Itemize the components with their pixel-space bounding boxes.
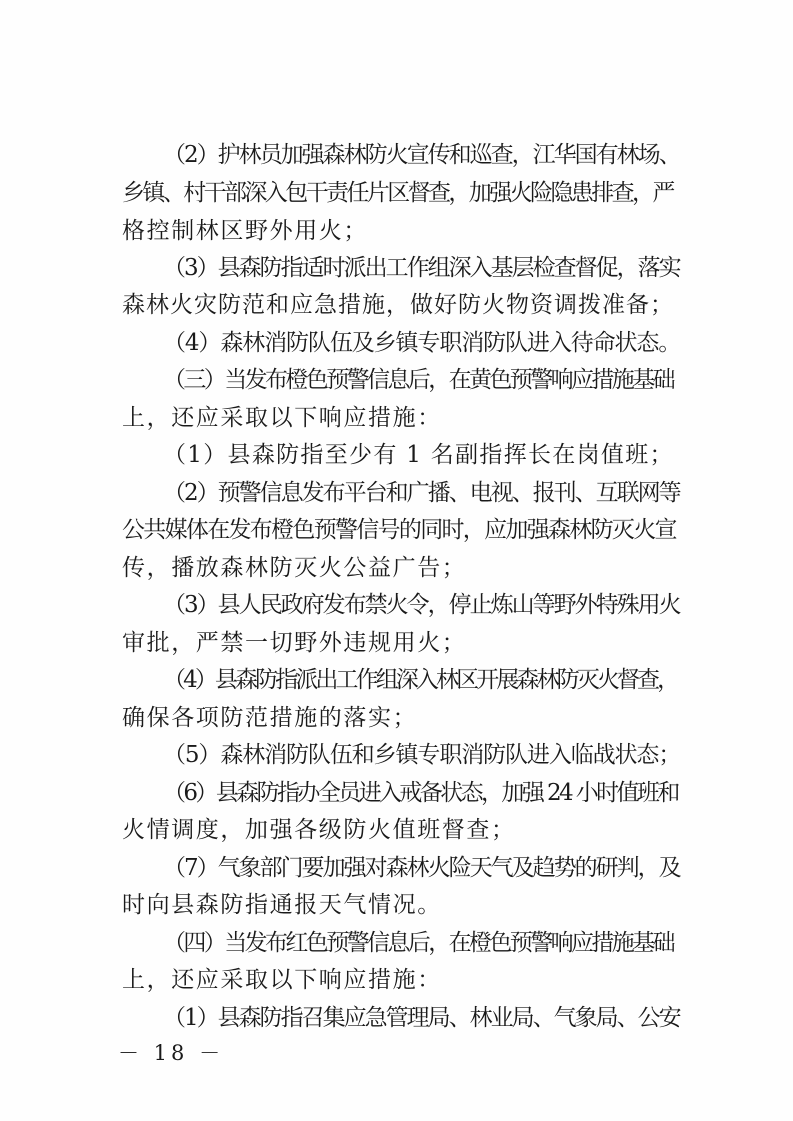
text-line: （6）县森防指办全员进入戒备状态，加强 24 小时值班和	[163, 780, 678, 806]
text-line: （四）当发布红色预警信息后，在橙色预警响应措施基础	[163, 930, 674, 956]
text-line: （2）护林员加强森林防火宣传和巡查，江华国有林场、	[163, 142, 680, 168]
text-line: 乡镇、村干部深入包干责任片区督查，加强火险隐患排查，严	[122, 180, 673, 206]
text-line: 时向县森防指通报天气情况。	[122, 892, 442, 918]
text-line: （3）县森防指适时派出工作组深入基层检查督促，落实	[163, 255, 680, 281]
text-line: 上，还应采取以下响应措施：	[122, 967, 442, 993]
text-line: （1）县森防指至少有 1 名副指挥长在岗值班；	[163, 442, 674, 468]
page-number: － 18 －	[118, 1041, 225, 1065]
text-line: 上，还应采取以下响应措施：	[122, 405, 442, 431]
text-line: 传，播放森林防灭火公益广告；	[122, 555, 467, 581]
text-line: （1）县森防指召集应急管理局、林业局、气象局、公安	[163, 1005, 680, 1031]
text-line: 审批，严禁一切野外违规用火；	[122, 630, 467, 656]
text-line: （7）气象部门要加强对森林火险天气及趋势的研判，及	[163, 855, 680, 881]
text-line: （4）森林消防队伍及乡镇专职消防队进入待命状态。	[163, 330, 681, 356]
text-line: （3）县人民政府发布禁火令，停止炼山等野外特殊用火	[163, 592, 680, 618]
text-line: （2）预警信息发布平台和广播、电视、报刊、互联网等	[163, 480, 680, 506]
text-line: （4）县森防指派出工作组深入林区开展森林防灭火督查，	[163, 667, 678, 693]
text-line: 格控制林区野外用火；	[122, 218, 368, 244]
text-line: 公共媒体在发布橙色预警信号的同时，应加强森林防灭火宣	[122, 517, 676, 543]
text-line: （5）森林消防队伍和乡镇专职消防队进入临战状态；	[163, 742, 681, 768]
text-line: 确保各项防范措施的落实；	[122, 705, 418, 731]
text-line: 火情调度，加强各级防火值班督查；	[122, 817, 516, 843]
text-line: 森林火灾防范和应急措施，做好防火物资调拨准备；	[122, 292, 674, 318]
text-line: （三）当发布橙色预警信息后，在黄色预警响应措施基础	[163, 367, 674, 393]
